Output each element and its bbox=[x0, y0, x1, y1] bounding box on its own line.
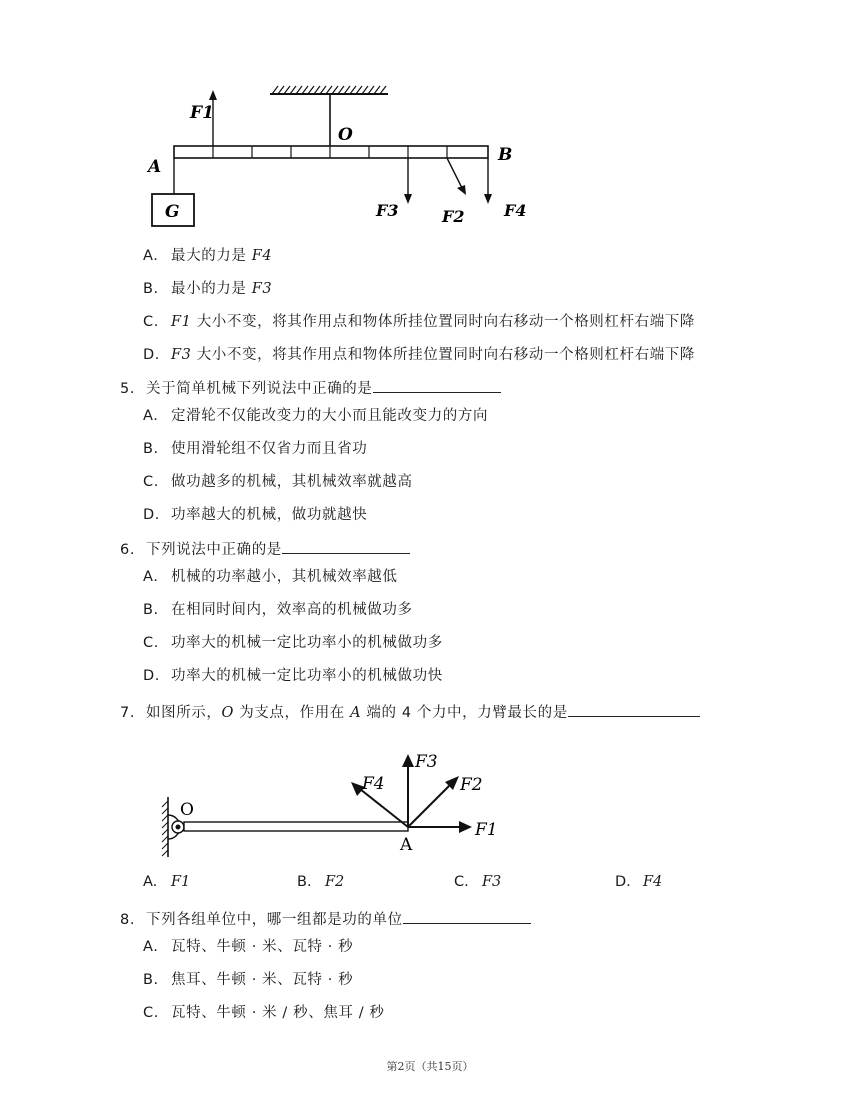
question-5 bbox=[120, 377, 501, 399]
question-8 bbox=[120, 908, 531, 930]
option-label: C. bbox=[143, 474, 159, 490]
label-f4: F4 bbox=[504, 201, 527, 220]
lever-divisions bbox=[213, 146, 447, 158]
question-number: 8. bbox=[120, 912, 136, 928]
question-text: 如图所示， bbox=[146, 705, 222, 721]
option-label: B. bbox=[297, 874, 312, 890]
q4-option-b[interactable] bbox=[143, 279, 272, 299]
option-label: A. bbox=[143, 874, 158, 890]
label-b: B bbox=[498, 145, 513, 165]
f2-arrow bbox=[408, 776, 459, 827]
wall-hatch bbox=[162, 797, 168, 857]
f1-arrow bbox=[408, 821, 472, 833]
answer-blank[interactable] bbox=[282, 538, 410, 554]
label-f2: F2 bbox=[442, 207, 465, 226]
ceiling-hatch bbox=[270, 86, 388, 94]
option-var: F4 bbox=[251, 248, 273, 264]
label-a: A bbox=[400, 835, 413, 855]
option-label: B. bbox=[143, 972, 159, 988]
q8-option-c[interactable] bbox=[143, 1003, 385, 1023]
q7-option-c[interactable] bbox=[454, 874, 501, 890]
answer-blank[interactable] bbox=[373, 377, 501, 393]
label-f1: F1 bbox=[475, 820, 498, 840]
option-text: 机械的功率越小，其机械效率越低 bbox=[171, 569, 398, 585]
option-text: 瓦特、牛顿 · 米 / 秒、焦耳 / 秒 bbox=[171, 1005, 385, 1021]
option-text: 瓦特、牛顿 · 米、瓦特 · 秒 bbox=[171, 939, 354, 955]
option-var: F3 bbox=[171, 347, 192, 363]
option-label: B. bbox=[143, 441, 159, 457]
option-label: D. bbox=[143, 347, 160, 363]
option-var: F1 bbox=[171, 874, 191, 890]
q4-option-a[interactable] bbox=[143, 246, 272, 266]
label-f2: F2 bbox=[460, 775, 483, 795]
label-f1: F1 bbox=[190, 103, 214, 123]
q6-option-b[interactable] bbox=[143, 600, 413, 620]
option-text: 使用滑轮组不仅省力而且省功 bbox=[171, 441, 368, 457]
q7-options bbox=[143, 874, 703, 894]
option-label: C. bbox=[143, 635, 159, 651]
option-text: 做功越多的机械，其机械效率就越高 bbox=[171, 474, 413, 490]
page-footer: 第2页（共15页） bbox=[386, 1060, 474, 1073]
f2-arrow bbox=[447, 158, 466, 195]
question-text: 端的 4 个力中，力臂最长的是 bbox=[361, 705, 568, 721]
question-text: 下列说法中正确的是 bbox=[146, 542, 282, 558]
question-text: 下列各组单位中，哪一组都是功的单位 bbox=[146, 912, 403, 928]
q5-option-c[interactable] bbox=[143, 472, 413, 492]
option-text: 在相同时间内，效率高的机械做功多 bbox=[171, 602, 413, 618]
option-text: 最小的力是 bbox=[171, 281, 252, 297]
rod bbox=[184, 822, 408, 831]
option-text: 最大的力是 bbox=[171, 248, 252, 264]
f4-arrow bbox=[484, 158, 492, 204]
answer-blank[interactable] bbox=[568, 701, 700, 717]
question-number: 5. bbox=[120, 381, 136, 397]
option-var: F3 bbox=[251, 281, 273, 297]
question-var: A bbox=[350, 705, 362, 721]
q5-option-d[interactable] bbox=[143, 505, 367, 525]
option-var: F3 bbox=[482, 874, 502, 890]
q7-option-d[interactable] bbox=[615, 874, 662, 890]
answer-blank[interactable] bbox=[403, 908, 531, 924]
q8-option-a[interactable] bbox=[143, 937, 353, 957]
f3-arrow bbox=[404, 158, 412, 204]
question-6 bbox=[120, 538, 410, 560]
label-f3: F3 bbox=[376, 201, 399, 220]
option-label: A. bbox=[143, 569, 159, 585]
option-text: 定滑轮不仅能改变力的大小而且能改变力的方向 bbox=[171, 408, 489, 424]
option-label: A. bbox=[143, 248, 159, 264]
q5-option-b[interactable] bbox=[143, 439, 367, 459]
option-label: B. bbox=[143, 602, 159, 618]
lever-figure bbox=[140, 82, 530, 242]
question-var: O bbox=[221, 705, 234, 721]
option-label: C. bbox=[143, 314, 159, 330]
q6-option-d[interactable] bbox=[143, 666, 443, 686]
option-label: D. bbox=[143, 668, 160, 684]
q5-option-a[interactable] bbox=[143, 406, 488, 426]
question-text: 关于简单机械下列说法中正确的是 bbox=[146, 381, 373, 397]
option-var: F4 bbox=[643, 874, 663, 890]
q8-option-b[interactable] bbox=[143, 970, 353, 990]
option-text: 功率大的机械一定比功率小的机械做功快 bbox=[171, 668, 443, 684]
label-f4: F4 bbox=[362, 774, 385, 794]
option-text: 大小不变，将其作用点和物体所挂位置同时向右移动一个格则杠杆右端下降 bbox=[191, 347, 696, 363]
option-label: C. bbox=[454, 874, 469, 890]
question-number: 7. bbox=[120, 705, 136, 721]
force-arm-figure bbox=[150, 745, 520, 860]
question-7 bbox=[120, 701, 700, 723]
option-text: 功率大的机械一定比功率小的机械做功多 bbox=[171, 635, 443, 651]
option-var: F1 bbox=[171, 314, 192, 330]
q4-option-c[interactable] bbox=[143, 312, 695, 332]
option-label: D. bbox=[615, 874, 631, 890]
option-label: B. bbox=[143, 281, 159, 297]
q4-option-d[interactable] bbox=[143, 345, 695, 365]
lever-bar bbox=[174, 146, 488, 158]
q6-option-c[interactable] bbox=[143, 633, 443, 653]
label-f3: F3 bbox=[415, 752, 438, 772]
q7-option-b[interactable] bbox=[297, 874, 344, 890]
q6-option-a[interactable] bbox=[143, 567, 398, 587]
q7-option-a[interactable] bbox=[143, 874, 190, 890]
label-o: O bbox=[338, 125, 353, 145]
question-number: 6. bbox=[120, 542, 136, 558]
option-label: A. bbox=[143, 939, 159, 955]
label-g: G bbox=[165, 202, 180, 222]
option-text: 大小不变，将其作用点和物体所挂位置同时向右移动一个格则杠杆右端下降 bbox=[191, 314, 696, 330]
option-text: 焦耳、牛顿 · 米、瓦特 · 秒 bbox=[171, 972, 354, 988]
option-text: 功率越大的机械，做功就越快 bbox=[171, 507, 368, 523]
option-label: D. bbox=[143, 507, 160, 523]
option-var: F2 bbox=[325, 874, 345, 890]
f3-arrow bbox=[402, 754, 414, 827]
label-a: A bbox=[148, 157, 162, 177]
label-o: O bbox=[180, 800, 194, 820]
option-label: A. bbox=[143, 408, 159, 424]
option-label: C. bbox=[143, 1005, 159, 1021]
question-text: 为支点，作用在 bbox=[234, 705, 351, 721]
